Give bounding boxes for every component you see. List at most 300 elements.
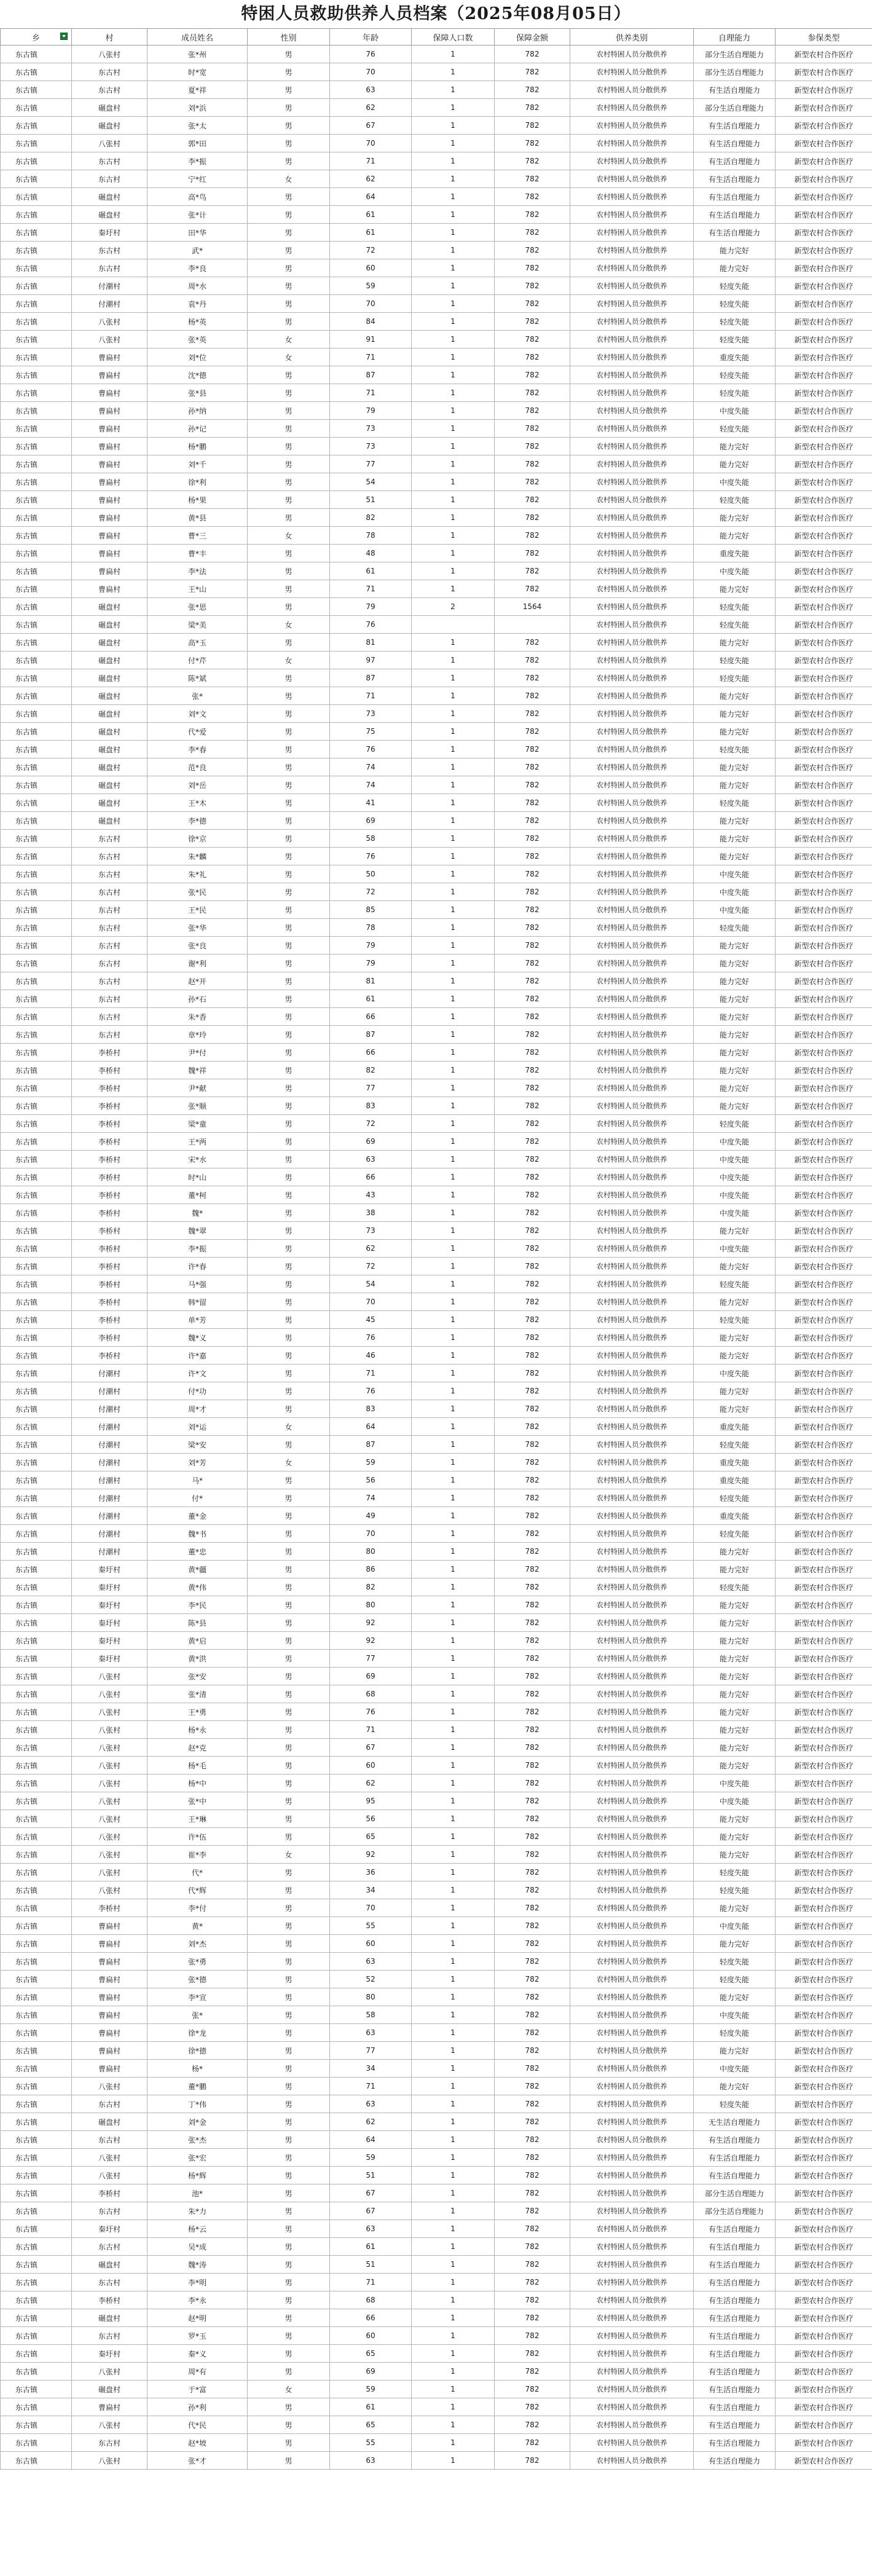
cell-age[interactable]: 61 [330, 224, 412, 242]
cell-village[interactable]: 曹扁村 [72, 509, 147, 527]
cell-support-type[interactable]: 农村特困人员分散供养 [570, 2042, 694, 2060]
cell-name[interactable]: 张*顺 [147, 1097, 248, 1115]
cell-amount[interactable]: 782 [495, 1222, 570, 1240]
cell-support-type[interactable]: 农村特困人员分散供养 [570, 2434, 694, 2452]
cell-insurance-type[interactable]: 新型农村合作医疗 [776, 206, 872, 224]
cell-covered-count[interactable]: 1 [412, 2095, 495, 2113]
cell-insurance-type[interactable]: 新型农村合作医疗 [776, 1418, 872, 1436]
cell-covered-count[interactable]: 1 [412, 562, 495, 580]
cell-gender[interactable]: 男 [248, 2042, 330, 2060]
cell-age[interactable]: 78 [330, 919, 412, 937]
cell-support-type[interactable]: 农村特困人员分散供养 [570, 2060, 694, 2078]
cell-age[interactable]: 79 [330, 598, 412, 616]
cell-covered-count[interactable]: 1 [412, 99, 495, 117]
cell-covered-count[interactable]: 1 [412, 545, 495, 562]
cell-insurance-type[interactable]: 新型农村合作医疗 [776, 1347, 872, 1365]
cell-name[interactable]: 张* [147, 2006, 248, 2024]
cell-township[interactable]: 东古镇 [1, 812, 72, 830]
cell-insurance-type[interactable]: 新型农村合作医疗 [776, 955, 872, 972]
cell-age[interactable]: 73 [330, 420, 412, 438]
cell-age[interactable]: 60 [330, 2327, 412, 2345]
cell-amount[interactable]: 782 [495, 919, 570, 937]
cell-covered-count[interactable]: 1 [412, 2398, 495, 2416]
cell-amount[interactable]: 782 [495, 295, 570, 313]
cell-self-care[interactable]: 有生活自理能力 [694, 2256, 776, 2274]
cell-insurance-type[interactable]: 新型农村合作医疗 [776, 687, 872, 705]
cell-support-type[interactable]: 农村特困人员分散供养 [570, 1578, 694, 1596]
cell-support-type[interactable]: 农村特困人员分散供养 [570, 990, 694, 1008]
cell-covered-count[interactable]: 1 [412, 1044, 495, 1062]
cell-township[interactable]: 东古镇 [1, 438, 72, 455]
cell-gender[interactable]: 男 [248, 135, 330, 152]
cell-support-type[interactable]: 农村特困人员分散供养 [570, 2006, 694, 2024]
cell-self-care[interactable]: 有生活自理能力 [694, 2309, 776, 2327]
cell-covered-count[interactable]: 1 [412, 1703, 495, 1721]
cell-amount[interactable]: 782 [495, 63, 570, 81]
cell-township[interactable]: 东古镇 [1, 562, 72, 580]
cell-name[interactable]: 张*杰 [147, 2131, 248, 2149]
cell-name[interactable]: 董*鹏 [147, 2078, 248, 2095]
cell-covered-count[interactable]: 1 [412, 2042, 495, 2060]
cell-amount[interactable]: 782 [495, 1454, 570, 1471]
cell-township[interactable]: 东古镇 [1, 1561, 72, 1578]
cell-covered-count[interactable]: 1 [412, 2345, 495, 2363]
cell-gender[interactable]: 男 [248, 669, 330, 687]
cell-gender[interactable]: 男 [248, 723, 330, 741]
cell-township[interactable]: 东古镇 [1, 1668, 72, 1685]
cell-amount[interactable]: 782 [495, 188, 570, 206]
cell-covered-count[interactable]: 1 [412, 1097, 495, 1115]
cell-village[interactable]: 曹扁村 [72, 1971, 147, 1988]
cell-self-care[interactable]: 重度失能 [694, 349, 776, 366]
cell-covered-count[interactable]: 1 [412, 705, 495, 723]
cell-village[interactable]: 八张村 [72, 1739, 147, 1757]
cell-gender[interactable]: 男 [248, 2220, 330, 2238]
cell-gender[interactable]: 男 [248, 1133, 330, 1151]
cell-amount[interactable]: 782 [495, 1186, 570, 1204]
cell-township[interactable]: 东古镇 [1, 1739, 72, 1757]
cell-support-type[interactable]: 农村特困人员分散供养 [570, 2167, 694, 2184]
cell-support-type[interactable]: 农村特困人员分散供养 [570, 1792, 694, 1810]
cell-gender[interactable]: 男 [248, 1703, 330, 1721]
cell-self-care[interactable]: 无生活自理能力 [694, 2113, 776, 2131]
cell-village[interactable]: 东古村 [72, 2238, 147, 2256]
cell-gender[interactable]: 男 [248, 2149, 330, 2167]
cell-gender[interactable]: 男 [248, 1739, 330, 1757]
cell-gender[interactable]: 男 [248, 955, 330, 972]
cell-support-type[interactable]: 农村特困人员分散供养 [570, 1703, 694, 1721]
cell-amount[interactable]: 782 [495, 1293, 570, 1311]
cell-covered-count[interactable]: 1 [412, 473, 495, 491]
cell-village[interactable]: 秦圩村 [72, 2220, 147, 2238]
cell-insurance-type[interactable]: 新型农村合作医疗 [776, 883, 872, 901]
cell-self-care[interactable]: 能力完好 [694, 1329, 776, 1347]
cell-name[interactable]: 魏*书 [147, 1525, 248, 1543]
cell-self-care[interactable]: 能力完好 [694, 1739, 776, 1757]
cell-age[interactable]: 77 [330, 455, 412, 473]
cell-self-care[interactable]: 能力完好 [694, 1703, 776, 1721]
cell-amount[interactable]: 782 [495, 99, 570, 117]
cell-name[interactable]: 黄*伟 [147, 1578, 248, 1596]
cell-amount[interactable]: 782 [495, 1382, 570, 1400]
cell-self-care[interactable]: 轻度失能 [694, 1953, 776, 1971]
cell-self-care[interactable]: 轻度失能 [694, 1971, 776, 1988]
cell-covered-count[interactable]: 1 [412, 1240, 495, 1258]
cell-insurance-type[interactable]: 新型农村合作医疗 [776, 1186, 872, 1204]
cell-support-type[interactable]: 农村特困人员分散供养 [570, 2398, 694, 2416]
cell-age[interactable]: 48 [330, 545, 412, 562]
cell-self-care[interactable]: 能力完好 [694, 1561, 776, 1578]
cell-support-type[interactable]: 农村特困人员分散供养 [570, 1329, 694, 1347]
cell-support-type[interactable]: 农村特困人员分散供养 [570, 384, 694, 402]
cell-insurance-type[interactable]: 新型农村合作医疗 [776, 2220, 872, 2238]
cell-township[interactable]: 东古镇 [1, 848, 72, 865]
cell-name[interactable]: 张*安 [147, 1668, 248, 1685]
cell-township[interactable]: 东古镇 [1, 1008, 72, 1026]
cell-age[interactable]: 68 [330, 2291, 412, 2309]
cell-support-type[interactable]: 农村特困人员分散供养 [570, 1668, 694, 1685]
cell-name[interactable]: 黄*洪 [147, 1650, 248, 1668]
cell-village[interactable]: 东古村 [72, 259, 147, 277]
cell-age[interactable]: 66 [330, 1168, 412, 1186]
cell-township[interactable]: 东古镇 [1, 1899, 72, 1917]
cell-insurance-type[interactable]: 新型农村合作医疗 [776, 1935, 872, 1953]
cell-name[interactable]: 许*伍 [147, 1828, 248, 1846]
cell-covered-count[interactable]: 1 [412, 687, 495, 705]
cell-name[interactable]: 魏*涛 [147, 2256, 248, 2274]
cell-support-type[interactable]: 农村特困人员分散供养 [570, 687, 694, 705]
cell-gender[interactable]: 男 [248, 1881, 330, 1899]
cell-name[interactable]: 徐*京 [147, 830, 248, 848]
cell-village[interactable]: 八张村 [72, 313, 147, 331]
cell-amount[interactable]: 782 [495, 366, 570, 384]
cell-covered-count[interactable]: 1 [412, 438, 495, 455]
cell-age[interactable]: 70 [330, 1899, 412, 1917]
cell-name[interactable]: 董*金 [147, 1507, 248, 1525]
cell-gender[interactable]: 男 [248, 2309, 330, 2327]
cell-self-care[interactable]: 中度失能 [694, 1240, 776, 1258]
cell-gender[interactable]: 男 [248, 2167, 330, 2184]
cell-insurance-type[interactable]: 新型农村合作医疗 [776, 170, 872, 188]
cell-township[interactable]: 东古镇 [1, 277, 72, 295]
cell-gender[interactable]: 男 [248, 2416, 330, 2434]
cell-self-care[interactable]: 能力完好 [694, 242, 776, 259]
cell-village[interactable]: 碾盘村 [72, 741, 147, 758]
cell-amount[interactable]: 782 [495, 2452, 570, 2470]
cell-name[interactable]: 黄*疆 [147, 1561, 248, 1578]
cell-amount[interactable]: 782 [495, 2381, 570, 2398]
cell-support-type[interactable]: 农村特困人员分散供养 [570, 1079, 694, 1097]
cell-name[interactable]: 孙*纳 [147, 402, 248, 420]
cell-gender[interactable]: 男 [248, 1400, 330, 1418]
cell-support-type[interactable]: 农村特困人员分散供养 [570, 1382, 694, 1400]
cell-village[interactable]: 秦圩村 [72, 1596, 147, 1614]
cell-village[interactable]: 东古村 [72, 81, 147, 99]
cell-self-care[interactable]: 轻度失能 [694, 598, 776, 616]
cell-township[interactable]: 东古镇 [1, 1703, 72, 1721]
cell-support-type[interactable]: 农村特困人员分散供养 [570, 848, 694, 865]
cell-support-type[interactable]: 农村特困人员分散供养 [570, 1454, 694, 1471]
cell-support-type[interactable]: 农村特困人员分散供养 [570, 152, 694, 170]
cell-gender[interactable]: 男 [248, 277, 330, 295]
cell-township[interactable]: 东古镇 [1, 384, 72, 402]
cell-support-type[interactable]: 农村特困人员分散供养 [570, 883, 694, 901]
cell-gender[interactable]: 男 [248, 1685, 330, 1703]
cell-amount[interactable]: 782 [495, 652, 570, 669]
cell-age[interactable]: 76 [330, 616, 412, 634]
cell-name[interactable]: 代*民 [147, 2416, 248, 2434]
cell-township[interactable]: 东古镇 [1, 741, 72, 758]
cell-amount[interactable] [495, 616, 570, 634]
cell-name[interactable]: 时*山 [147, 1168, 248, 1186]
cell-township[interactable]: 东古镇 [1, 1418, 72, 1436]
cell-self-care[interactable]: 能力完好 [694, 1988, 776, 2006]
cell-support-type[interactable]: 农村特困人员分散供养 [570, 63, 694, 81]
cell-amount[interactable]: 782 [495, 1899, 570, 1917]
cell-village[interactable]: 付潮村 [72, 1507, 147, 1525]
cell-insurance-type[interactable]: 新型农村合作医疗 [776, 1632, 872, 1650]
cell-name[interactable]: 罗*玉 [147, 2327, 248, 2345]
cell-covered-count[interactable]: 1 [412, 1632, 495, 1650]
cell-self-care[interactable]: 能力完好 [694, 1382, 776, 1400]
cell-support-type[interactable]: 农村特困人员分散供养 [570, 1632, 694, 1650]
cell-village[interactable]: 东古村 [72, 1026, 147, 1044]
cell-name[interactable]: 夏*祥 [147, 81, 248, 99]
cell-covered-count[interactable] [412, 616, 495, 634]
cell-township[interactable]: 东古镇 [1, 1810, 72, 1828]
cell-name[interactable]: 高*鸟 [147, 188, 248, 206]
cell-age[interactable]: 60 [330, 259, 412, 277]
cell-self-care[interactable]: 能力完好 [694, 2078, 776, 2095]
cell-self-care[interactable]: 能力完好 [694, 705, 776, 723]
cell-name[interactable]: 梁*童 [147, 1115, 248, 1133]
cell-covered-count[interactable]: 1 [412, 242, 495, 259]
cell-support-type[interactable]: 农村特困人员分散供养 [570, 295, 694, 313]
cell-village[interactable]: 秦圩村 [72, 1561, 147, 1578]
cell-name[interactable]: 黄*县 [147, 509, 248, 527]
cell-age[interactable]: 81 [330, 634, 412, 652]
cell-amount[interactable]: 782 [495, 990, 570, 1008]
cell-village[interactable]: 曹扁村 [72, 491, 147, 509]
cell-age[interactable]: 72 [330, 242, 412, 259]
cell-covered-count[interactable]: 1 [412, 1008, 495, 1026]
cell-age[interactable]: 58 [330, 830, 412, 848]
cell-township[interactable]: 东古镇 [1, 2006, 72, 2024]
cell-age[interactable]: 71 [330, 2274, 412, 2291]
cell-self-care[interactable]: 能力完好 [694, 1026, 776, 1044]
cell-age[interactable]: 71 [330, 152, 412, 170]
cell-self-care[interactable]: 有生活自理能力 [694, 224, 776, 242]
cell-self-care[interactable]: 轻度失能 [694, 420, 776, 438]
cell-name[interactable]: 袁*丹 [147, 295, 248, 313]
cell-township[interactable]: 东古镇 [1, 527, 72, 545]
cell-covered-count[interactable]: 1 [412, 170, 495, 188]
cell-amount[interactable]: 782 [495, 313, 570, 331]
cell-age[interactable]: 62 [330, 99, 412, 117]
cell-insurance-type[interactable]: 新型农村合作医疗 [776, 919, 872, 937]
cell-insurance-type[interactable]: 新型农村合作医疗 [776, 2006, 872, 2024]
cell-insurance-type[interactable]: 新型农村合作医疗 [776, 545, 872, 562]
cell-support-type[interactable]: 农村特困人员分散供养 [570, 1240, 694, 1258]
cell-self-care[interactable]: 能力完好 [694, 687, 776, 705]
cell-gender[interactable]: 男 [248, 455, 330, 473]
cell-support-type[interactable]: 农村特困人员分散供养 [570, 741, 694, 758]
cell-insurance-type[interactable]: 新型农村合作医疗 [776, 937, 872, 955]
cell-amount[interactable]: 782 [495, 562, 570, 580]
cell-township[interactable]: 东古镇 [1, 224, 72, 242]
cell-support-type[interactable]: 农村特困人员分散供养 [570, 81, 694, 99]
cell-support-type[interactable]: 农村特困人员分散供养 [570, 2345, 694, 2363]
cell-insurance-type[interactable]: 新型农村合作医疗 [776, 1703, 872, 1721]
cell-insurance-type[interactable]: 新型农村合作医疗 [776, 455, 872, 473]
cell-self-care[interactable]: 轻度失能 [694, 794, 776, 812]
cell-age[interactable]: 61 [330, 206, 412, 224]
cell-township[interactable]: 东古镇 [1, 402, 72, 420]
cell-insurance-type[interactable]: 新型农村合作医疗 [776, 1151, 872, 1168]
cell-township[interactable]: 东古镇 [1, 598, 72, 616]
cell-township[interactable]: 东古镇 [1, 1400, 72, 1418]
cell-amount[interactable]: 782 [495, 259, 570, 277]
cell-covered-count[interactable]: 1 [412, 349, 495, 366]
cell-amount[interactable]: 782 [495, 170, 570, 188]
cell-covered-count[interactable]: 1 [412, 2416, 495, 2434]
cell-amount[interactable]: 782 [495, 687, 570, 705]
cell-insurance-type[interactable]: 新型农村合作医疗 [776, 1899, 872, 1917]
cell-name[interactable]: 孙*石 [147, 990, 248, 1008]
cell-insurance-type[interactable]: 新型农村合作医疗 [776, 2113, 872, 2131]
cell-amount[interactable]: 782 [495, 2398, 570, 2416]
cell-township[interactable]: 东古镇 [1, 473, 72, 491]
cell-support-type[interactable]: 农村特困人员分散供养 [570, 758, 694, 776]
cell-insurance-type[interactable]: 新型农村合作医疗 [776, 259, 872, 277]
cell-amount[interactable]: 782 [495, 224, 570, 242]
cell-village[interactable]: 八张村 [72, 2452, 147, 2470]
cell-township[interactable]: 东古镇 [1, 259, 72, 277]
cell-amount[interactable]: 782 [495, 1596, 570, 1614]
cell-gender[interactable]: 男 [248, 1258, 330, 1275]
cell-covered-count[interactable]: 1 [412, 1079, 495, 1097]
cell-insurance-type[interactable]: 新型农村合作医疗 [776, 1204, 872, 1222]
cell-age[interactable]: 52 [330, 1971, 412, 1988]
cell-village[interactable]: 碾盘村 [72, 598, 147, 616]
cell-amount[interactable]: 782 [495, 1204, 570, 1222]
cell-gender[interactable]: 男 [248, 634, 330, 652]
cell-insurance-type[interactable]: 新型农村合作医疗 [776, 1721, 872, 1739]
cell-township[interactable]: 东古镇 [1, 2220, 72, 2238]
cell-covered-count[interactable]: 1 [412, 1899, 495, 1917]
cell-amount[interactable]: 782 [495, 117, 570, 135]
cell-name[interactable]: 郭*田 [147, 135, 248, 152]
cell-gender[interactable]: 男 [248, 580, 330, 598]
cell-amount[interactable]: 782 [495, 1133, 570, 1151]
cell-support-type[interactable]: 农村特困人员分散供养 [570, 1365, 694, 1382]
cell-covered-count[interactable]: 1 [412, 580, 495, 598]
cell-age[interactable]: 65 [330, 2345, 412, 2363]
cell-gender[interactable]: 男 [248, 598, 330, 616]
cell-self-care[interactable]: 能力完好 [694, 1668, 776, 1685]
cell-age[interactable]: 71 [330, 1721, 412, 1739]
cell-village[interactable]: 曹扁村 [72, 366, 147, 384]
cell-amount[interactable]: 782 [495, 758, 570, 776]
cell-self-care[interactable]: 有生活自理能力 [694, 117, 776, 135]
cell-insurance-type[interactable]: 新型农村合作医疗 [776, 2327, 872, 2345]
cell-amount[interactable]: 782 [495, 776, 570, 794]
cell-gender[interactable]: 男 [248, 1168, 330, 1186]
cell-village[interactable]: 八张村 [72, 2149, 147, 2167]
cell-self-care[interactable]: 轻度失能 [694, 331, 776, 349]
cell-self-care[interactable]: 能力完好 [694, 1293, 776, 1311]
cell-amount[interactable]: 782 [495, 1632, 570, 1650]
cell-village[interactable]: 东古村 [72, 955, 147, 972]
cell-village[interactable]: 李桥村 [72, 1347, 147, 1365]
cell-covered-count[interactable]: 1 [412, 758, 495, 776]
cell-name[interactable]: 魏*义 [147, 1329, 248, 1347]
cell-covered-count[interactable]: 1 [412, 1525, 495, 1543]
cell-township[interactable]: 东古镇 [1, 1650, 72, 1668]
cell-self-care[interactable]: 能力完好 [694, 1899, 776, 1917]
cell-age[interactable]: 63 [330, 1151, 412, 1168]
cell-amount[interactable]: 782 [495, 1650, 570, 1668]
cell-amount[interactable]: 782 [495, 1578, 570, 1596]
cell-amount[interactable]: 782 [495, 1614, 570, 1632]
cell-township[interactable]: 东古镇 [1, 1614, 72, 1632]
cell-covered-count[interactable]: 1 [412, 2149, 495, 2167]
cell-amount[interactable]: 782 [495, 812, 570, 830]
cell-name[interactable]: 付*芹 [147, 652, 248, 669]
cell-self-care[interactable]: 能力完好 [694, 1632, 776, 1650]
cell-township[interactable]: 东古镇 [1, 758, 72, 776]
cell-insurance-type[interactable]: 新型农村合作医疗 [776, 2078, 872, 2095]
cell-age[interactable]: 79 [330, 402, 412, 420]
cell-amount[interactable]: 782 [495, 1489, 570, 1507]
cell-township[interactable]: 东古镇 [1, 1543, 72, 1561]
cell-self-care[interactable]: 有生活自理能力 [694, 2327, 776, 2345]
cell-amount[interactable]: 782 [495, 2238, 570, 2256]
cell-name[interactable]: 王*山 [147, 580, 248, 598]
cell-age[interactable]: 73 [330, 705, 412, 723]
cell-village[interactable]: 八张村 [72, 1703, 147, 1721]
cell-gender[interactable]: 男 [248, 1828, 330, 1846]
cell-insurance-type[interactable]: 新型农村合作医疗 [776, 1757, 872, 1774]
cell-insurance-type[interactable]: 新型农村合作医疗 [776, 1008, 872, 1026]
cell-support-type[interactable]: 农村特困人员分散供养 [570, 1971, 694, 1988]
cell-self-care[interactable]: 轻度失能 [694, 366, 776, 384]
cell-name[interactable]: 魏* [147, 1204, 248, 1222]
cell-self-care[interactable]: 轻度失能 [694, 1525, 776, 1543]
cell-name[interactable]: 池* [147, 2184, 248, 2202]
cell-age[interactable]: 59 [330, 2381, 412, 2398]
cell-age[interactable]: 76 [330, 1703, 412, 1721]
cell-township[interactable]: 东古镇 [1, 2095, 72, 2113]
cell-village[interactable]: 东古村 [72, 848, 147, 865]
cell-self-care[interactable]: 重度失能 [694, 1471, 776, 1489]
cell-township[interactable]: 东古镇 [1, 349, 72, 366]
cell-township[interactable]: 东古镇 [1, 2345, 72, 2363]
cell-gender[interactable]: 男 [248, 937, 330, 955]
cell-insurance-type[interactable]: 新型农村合作医疗 [776, 1596, 872, 1614]
cell-township[interactable]: 东古镇 [1, 81, 72, 99]
cell-village[interactable]: 李桥村 [72, 1240, 147, 1258]
cell-township[interactable]: 东古镇 [1, 2184, 72, 2202]
cell-name[interactable]: 张*华 [147, 919, 248, 937]
cell-self-care[interactable]: 重度失能 [694, 545, 776, 562]
cell-support-type[interactable]: 农村特困人员分散供养 [570, 1168, 694, 1186]
cell-gender[interactable]: 男 [248, 491, 330, 509]
cell-village[interactable]: 李桥村 [72, 1097, 147, 1115]
cell-village[interactable]: 东古村 [72, 865, 147, 883]
cell-insurance-type[interactable]: 新型农村合作医疗 [776, 1275, 872, 1293]
cell-support-type[interactable]: 农村特困人员分散供养 [570, 1026, 694, 1044]
